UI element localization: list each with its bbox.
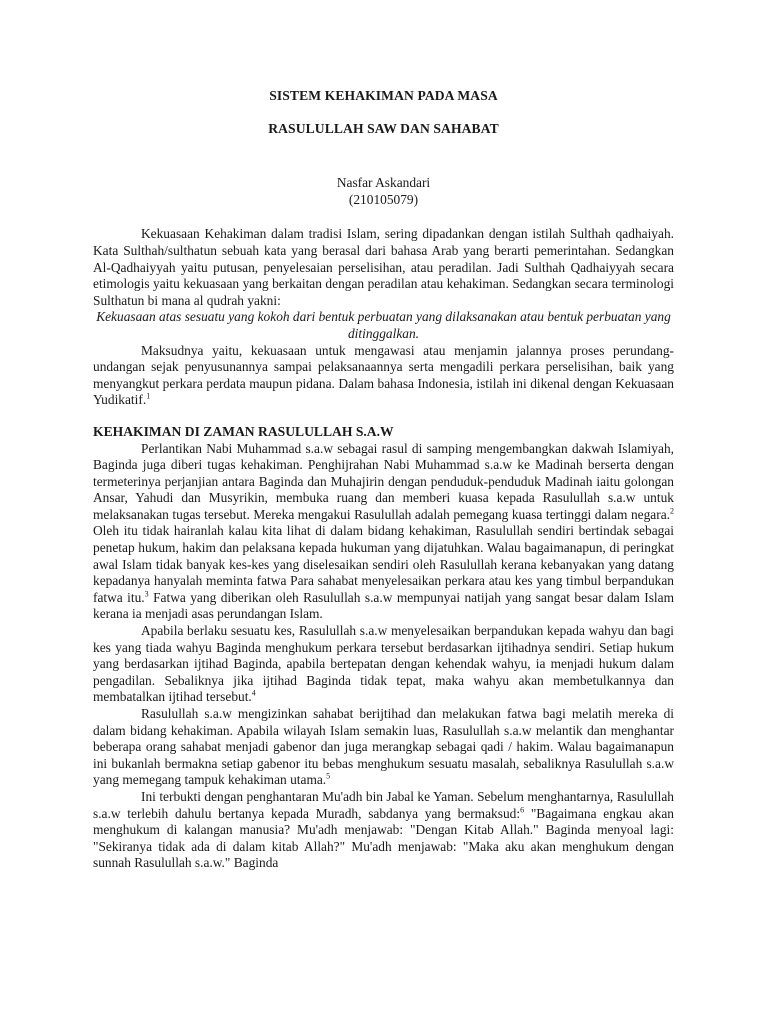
footnote-ref-3: 3: [144, 589, 149, 599]
section-paragraph-1: [93, 441, 674, 624]
section-paragraph-2-text: Apabila berlaku sesuatu kes, Rasulullah s.a.w menyelesaikan berpandukan kepada wahyu dan bagi kes yang tiada wahyu Baginda menghukum perkara tersebut berdasarkan ijtihadnya sendiri. Setiap hukum yang berdasarkan ijtihad Baginda, apabila bertepatan dengan kehendak wahyu, ia menjadi hukum dalam pengadilan. Sebaliknya jika ijtihad Baginda tidak tepat, maka wahyu akan membetulkannya dan membatalkan ijtihad tersebut.: [93, 623, 674, 705]
author-id: (210105079): [348, 191, 419, 207]
section-paragraph-2: [93, 623, 674, 706]
document-title-line2: RASULULLAH SAW DAN SAHABAT: [268, 120, 499, 136]
document-title-line1: SISTEM KEHAKIMAN PADA MASA: [269, 88, 498, 103]
section-heading: KEHAKIMAN DI ZAMAN RASULULLAH S.A.W: [93, 423, 394, 439]
section-paragraph-3-text: Rasulullah s.a.w mengizinkan sahabat berijtihad dan melakukan fatwa bagi melatih mereka di dalam bidang kehakiman. Apabila wilayah Islam semakin luas, Rasulullah s.a.w melantik dan menghantar beberapa orang sahabat menjadi gabenor dan juga merangkap sebagai qadi / hakim. Walau bagaimanapun ini bukanlah bermakna setiap gabenor itu bebas menghukum sesuatu masalah, sebaliknya Rasulullah s.a.w yang memegang tampuk kehakiman utama.: [93, 706, 674, 788]
section-paragraph-1-part-a: Perlantikan Nabi Muhammad s.a.w sebagai rasul di samping mengembangkan dakwah Islamiyah, Baginda juga diberi tugas kehakiman. Penghijrahan Nabi Muhammad s.a.w ke Madinah berserta dengan termeterinya perjanjian antara Baginda dan Muhajirin dengan penduduk-penduduk Madinah iaitu golongan Ansar, Yahudi dan Musyrikin, membuka ruang dan memberi kuasa kepada Rasulullah s.a.w untuk melaksanakan tugas tersebut. Mereka mengakui Rasulullah adalah pemegang kuasa tertinggi dalam negara.: [93, 440, 674, 522]
intro-paragraph-2: [93, 343, 674, 409]
intro-paragraph-2-text: Maksudnya yaitu, kekuasaan untuk mengawasi atau menjamin jalannya proses perundang-undangan sejak penyusunannya sampai pelaksanaannya serta mengadili perkara perselisihan, baik yang menyangkut perkara perdata maupun pidana. Dalam bahasa Indonesia, istilah ini dikenal dengan Kekuasaan Yudikatif.: [93, 342, 674, 408]
footnote-ref-6: 6: [520, 805, 525, 815]
footnote-ref-2: 2: [670, 506, 674, 516]
section-paragraph-1-part-c: Fatwa yang diberikan oleh Rasulullah s.a.w mempunyai natijah yang sangat besar dalam Islam kerana ia menjadi asas perundangan Islam.: [93, 589, 674, 622]
footnote-ref-5: 5: [326, 771, 331, 781]
footnote-ref-1: 1: [146, 391, 151, 401]
section-paragraph-4-part-b: "Bagaimana engkau akan menghukum di kalangan manusia? Mu'adh menjawab: "Dengan Kitab Allah." Baginda menyoal lagi: "Sekiranya tidak ada di dalam kitab Allah?" Mu'adh menjawab: "Maka aku akan menghukum dengan sunnah Rasulullah s.a.w." Baginda: [93, 805, 674, 871]
document-page: [93, 88, 674, 872]
intro-paragraph-1: Kekuasaan Kehakiman dalam tradisi Islam, sering dipadankan dengan istilah Sulthah qadhaiyah. Kata Sulthah/sulthatun sebuah kata yang berasal dari bahasa Arab yang berarti pemerintahan. Sedangkan Al-Qadhaiyyah yaitu putusan, penyelesaian perselisihan, atau peradilan. Jadi Sulthah Qadhaiyyah secara etimologis yaitu kekuasaan yang berkaitan dengan peradilan atau kehakiman. Sedangkan secara terminologi Sulthatun bi mana al qudrah yakni:: [93, 226, 674, 308]
section-paragraph-4-part-a: Ini terbukti dengan penghantaran Mu'adh bin Jabal ke Yaman. Sebelum menghantarnya, Rasulullah s.a.w terlebih dahulu bertanya kepada Muradh, sabdanya yang bermaksud:: [93, 788, 674, 821]
author-name: Nasfar Askandari: [336, 175, 431, 191]
section-paragraph-1-part-b: Oleh itu tidak hairanlah kalau kita lihat di dalam bidang kehakiman, Rasulullah sendiri bertindak sebagai penetap hukum, hakim dan pelaksana kepada hukuman yang dijatuhkan. Walau bagaimanapun, di peringkat awal Islam tidak banyak kes-kes yang diselesaikan sendiri oleh Rasulullah kerana kebanyakan yang datang kepadanya hanyalah meminta fatwa Para sahabat menyelesaikan perkara atau kes yang timbul berpandukan fatwa itu.: [93, 523, 674, 605]
section-paragraph-4: [93, 789, 674, 872]
footnote-ref-4: 4: [251, 688, 256, 698]
section-paragraph-3: [93, 706, 674, 789]
definition-quote: Kekuasaan atas sesuatu yang kokoh dari bentuk perbuatan yang dilaksanakan atau bentuk perbuatan yang ditinggalkan.: [96, 309, 671, 341]
